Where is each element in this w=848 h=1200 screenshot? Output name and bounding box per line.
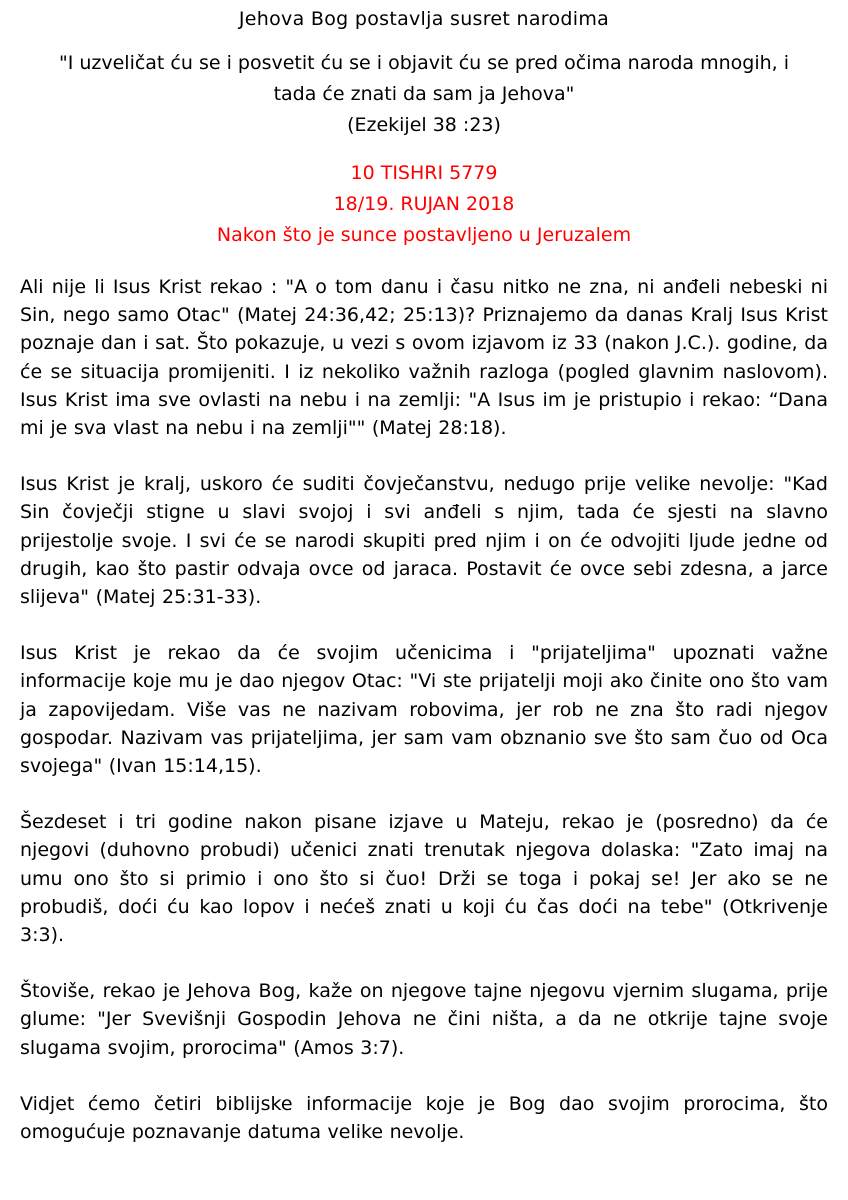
body-text bbox=[20, 273, 828, 1146]
gregorian-date: 18/19. RUJAN 2018 bbox=[333, 193, 515, 215]
document-page bbox=[20, 0, 828, 1146]
paragraph-2: Isus Krist je kralj, uskoro će suditi čovječanstvu, nedugo prije velike nevolje: "Kad Sin čovječji stigne u slavi svojoj i svi anđeli s njim, tada će sjesti na slavno prijestolje svoje. I svi će se narodi skupiti pred njim i on će odvojiti ljude jedne od drugih, kao što pastir odvaja ovce od jaraca. Postavit će ovce sebi zdesna, a jarce slijeva" (Matej 25:31-33). bbox=[20, 473, 828, 609]
paragraph-4: Šezdeset i tri godine nakon pisane izjave u Mateju, rekao je (posredno) da će njegovi (duhovno probudi) učenici znati trenutak njegova dolaska: "Zato imaj na umu ono što si primio i ono što si čuo! Drži se toga i pokaj se! Jer ako se ne probudiš, doći ću kao lopov i nećeš znati u koji ću čas doći na tebe" (Otkrivenje 3:3). bbox=[20, 811, 828, 947]
document-title: Jehova Bog postavlja susret narodima bbox=[238, 8, 610, 30]
paragraph-5: Štoviše, rekao je Jehova Bog, kaže on njegove tajne njegovu vjernim slugama, prije glume: "Jer Svevišnji Gospodin Jehova ne čini ništa, a da ne otkrije tajne svoje slugama svojim, prorocima" (Amos 3:7). bbox=[20, 980, 828, 1059]
date-block bbox=[20, 158, 828, 251]
paragraph-3: Isus Krist je rekao da će svojim učenicima i "prijateljima" upoznati važne informacije koje mu je dao njegov Otac: "Vi ste prijatelji moji ako činite ono što vam ja zapovijedam. Više vas ne nazivam robovima, jer rob ne zna što radi njegov gospodar. Nazivam vas prijateljima, jer sam vam obznanio sve što sam čuo od Oca svojega" (Ivan 15:14,15). bbox=[20, 642, 828, 778]
quote-line-1: "I uzveličat ću se i posvetit ću se i objavit ću se pred očima naroda mnogih, i bbox=[58, 52, 790, 74]
date-note: Nakon što je sunce postavljeno u Jeruzalem bbox=[216, 224, 632, 246]
paragraph-1: Ali nije li Isus Krist rekao : "A o tom danu i času nitko ne zna, ni anđeli nebeski ni Sin, nego samo Otac" (Matej 24:36,42; 25:13)? Priznajemo da danas Kralj Isus Krist poznaje dan i sat. Što pokazuje, u vezi s ovom izjavom iz 33 (nakon J.C.). godine, da će se situacija promijeniti. I iz nekoliko važnih razloga (pogled glavnim naslovom). Isus Krist ima sve ovlasti na nebu i na zemlji: "A Isus im je pristupio i rekao: “Dana mi je sva vlast na nebu i na zemlji"" (Matej 28:18). bbox=[20, 276, 828, 440]
paragraph-6: Vidjet ćemo četiri biblijske informacije koje je Bog dao svojim prorocima, što omogućuje poznavanje datuma velike nevolje. bbox=[20, 1092, 828, 1144]
quote-reference: (Ezekijel 38 :23) bbox=[347, 114, 501, 136]
hebrew-date: 10 TISHRI 5779 bbox=[350, 162, 498, 184]
opening-quote bbox=[20, 48, 828, 141]
quote-line-2: tada će znati da sam ja Jehova" bbox=[273, 83, 575, 105]
